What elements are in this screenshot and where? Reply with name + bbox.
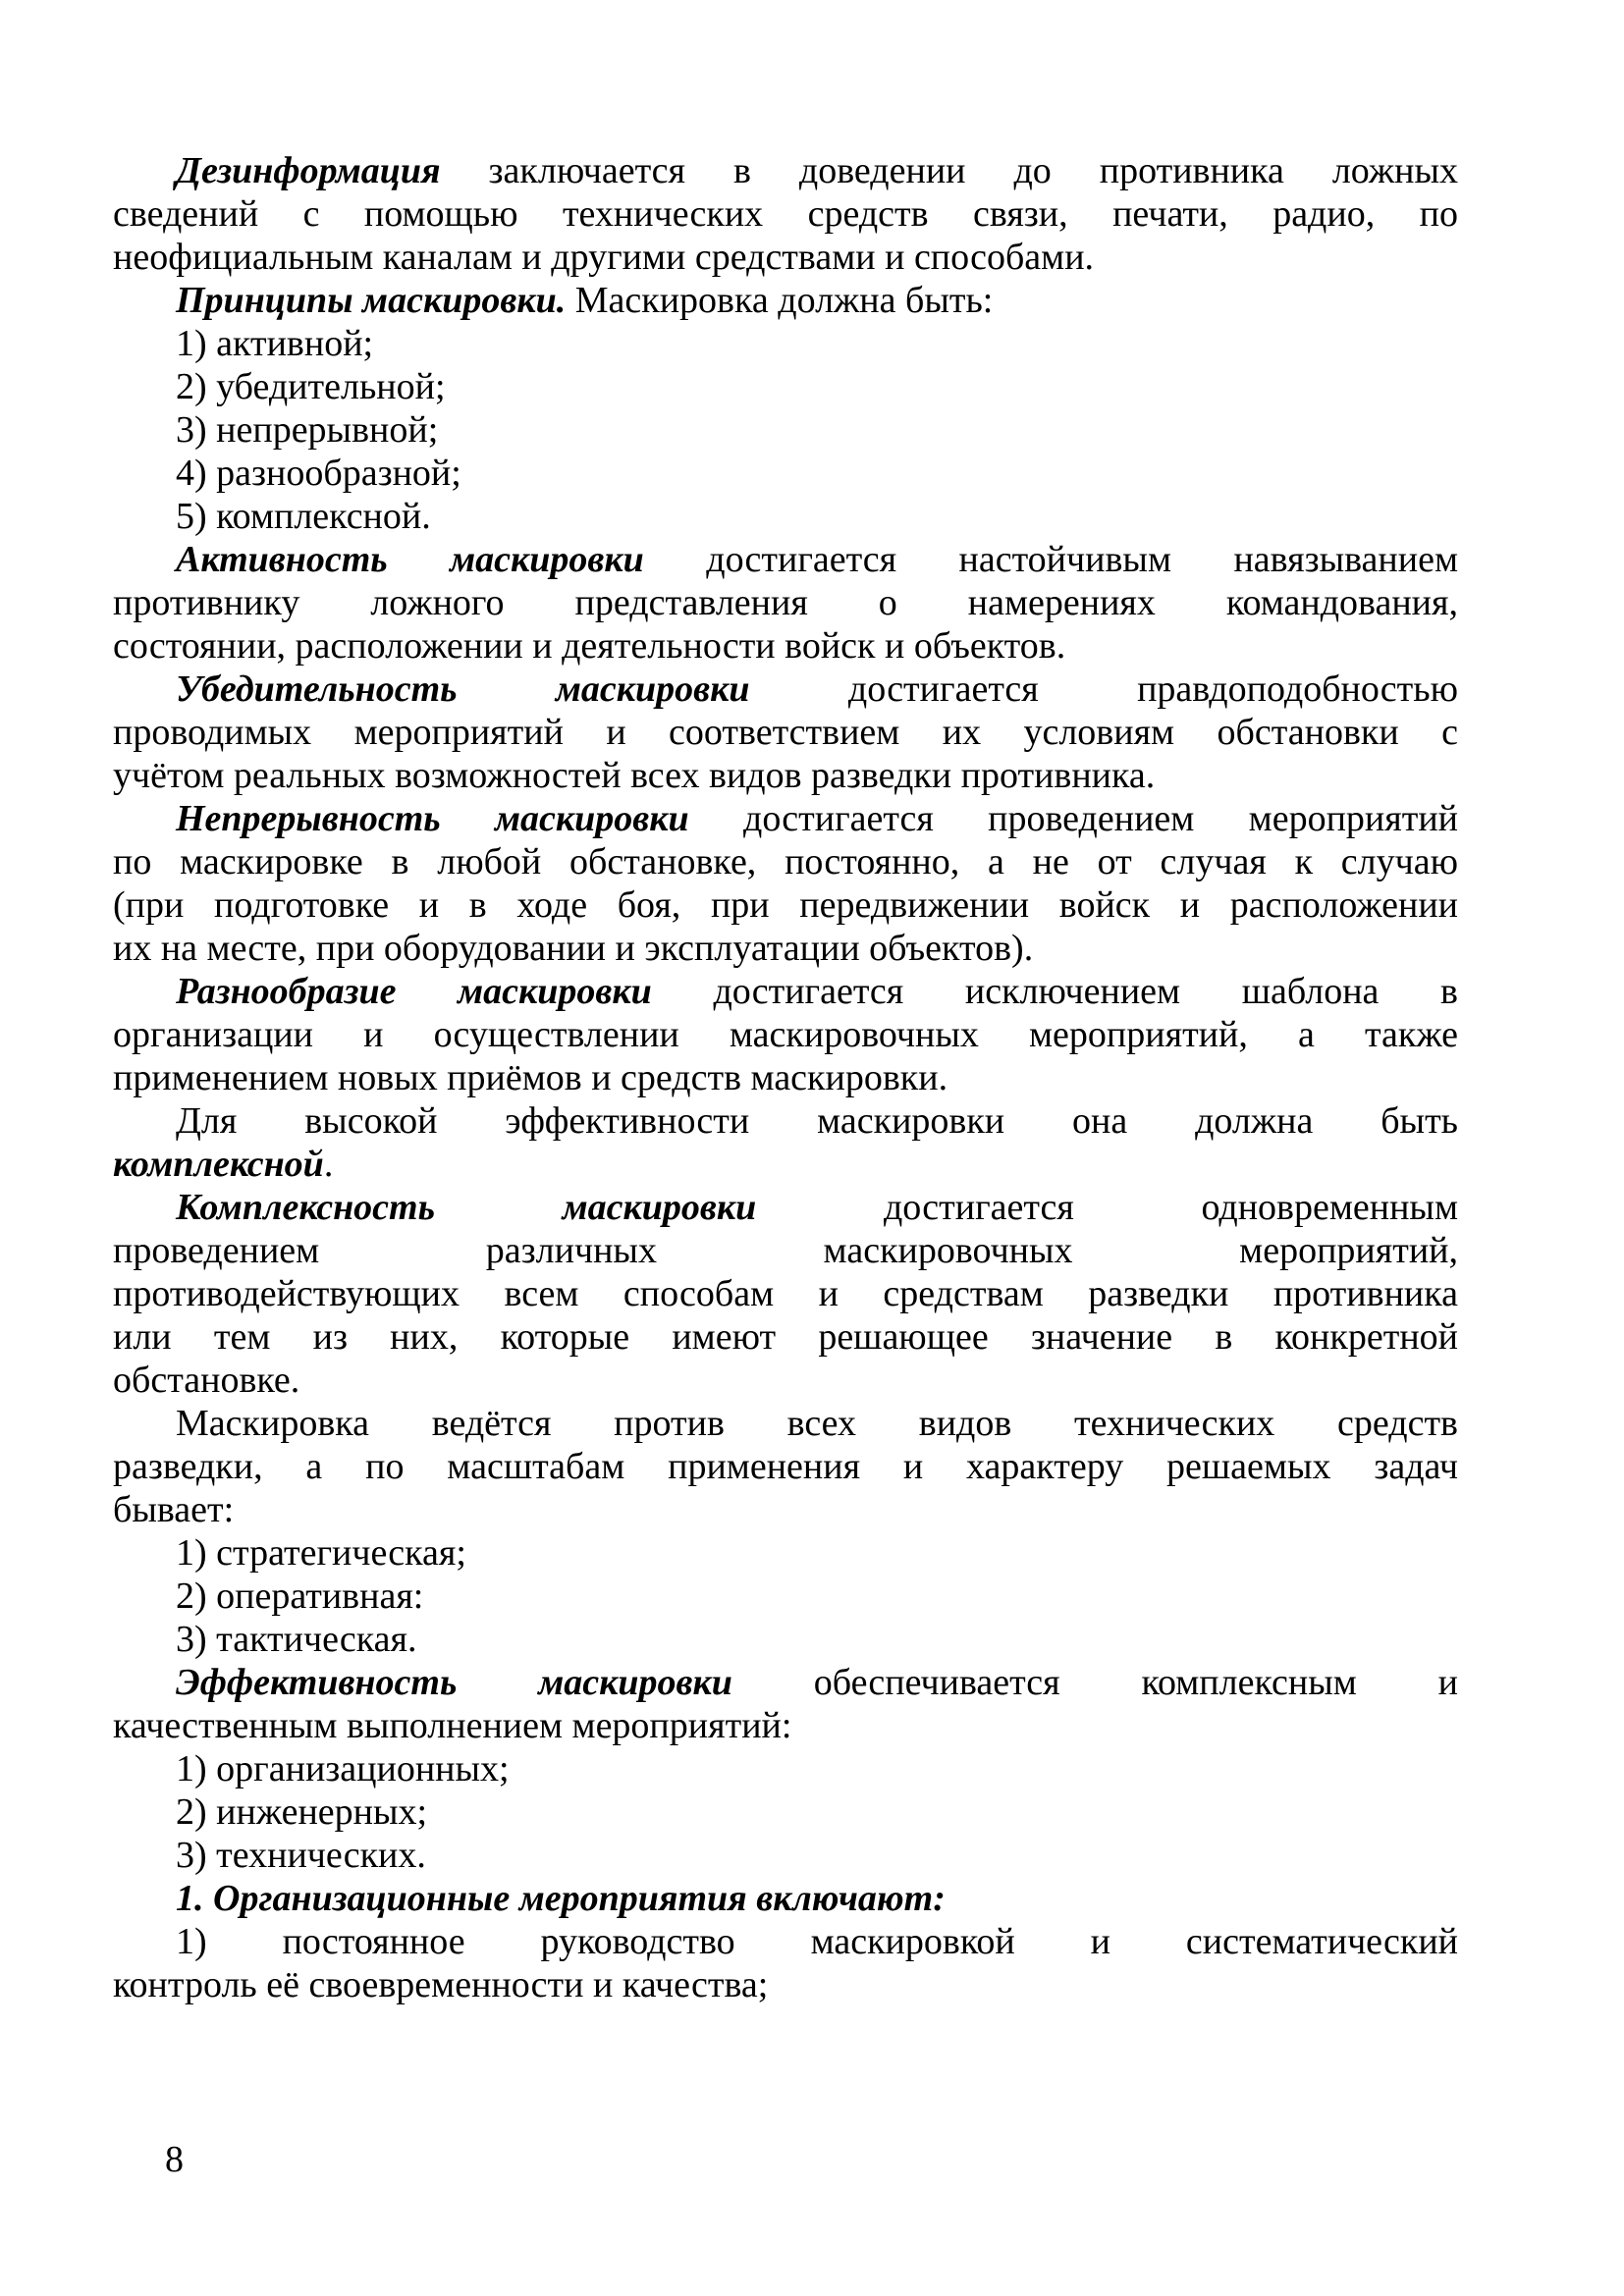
text-line: [113, 365, 1458, 408]
text-line: [113, 1315, 1458, 1359]
text-segment: достигается одновременным: [756, 1187, 1459, 1228]
text-segment: достигается исключением шаблона в: [651, 971, 1458, 1012]
text-line: [113, 624, 1458, 667]
text-line: [113, 1661, 1458, 1704]
text-segment: применением новых приёмов и средств маскировки.: [113, 1057, 948, 1098]
text-line: [113, 581, 1458, 624]
text-line: [113, 970, 1458, 1013]
text-segment: бывает:: [113, 1489, 235, 1530]
text-segment: обеспечивается комплексным и: [731, 1662, 1458, 1703]
text-line: [113, 1790, 1458, 1834]
emphasis-text: 1. Организационные мероприятия включают:: [176, 1878, 946, 1919]
emphasis-text: Дезинформация: [176, 150, 441, 191]
text-segment: качественным выполнением мероприятий:: [113, 1705, 792, 1746]
document-body: [113, 149, 1458, 2006]
text-segment: Для высокой эффективности маскировки она должна быть: [176, 1100, 1458, 1142]
text-line: [113, 1229, 1458, 1272]
text-line: [113, 711, 1458, 754]
text-line: [113, 1099, 1458, 1143]
text-line: [113, 452, 1458, 495]
text-line: [113, 279, 1458, 322]
text-line: [113, 1056, 1458, 1099]
text-segment: 3) тактическая.: [176, 1619, 417, 1660]
text-segment: (при подготовке и в ходе боя, при передвижении войск и расположении: [113, 884, 1458, 926]
text-line: [113, 840, 1458, 883]
text-line: [113, 1618, 1458, 1661]
text-line: [113, 1834, 1458, 1877]
text-line: [113, 754, 1458, 797]
text-line: [113, 1359, 1458, 1402]
text-line: [113, 667, 1458, 711]
text-segment: сведений с помощью технических средств связи, печати, радио, по: [113, 193, 1458, 235]
text-line: [113, 1575, 1458, 1618]
text-segment: проведением различных маскировочных мероприятий,: [113, 1230, 1458, 1271]
text-line: [113, 1963, 1458, 2006]
text-segment: противнику ложного представления о намерениях командования,: [113, 582, 1458, 623]
text-segment: 1) стратегическая;: [176, 1532, 466, 1574]
text-line: [113, 883, 1458, 927]
text-line: [113, 1186, 1458, 1229]
text-segment: разведки, а по масштабам применения и характеру решаемых задач: [113, 1446, 1458, 1487]
text-segment: 3) технических.: [176, 1835, 426, 1876]
text-segment: достигается проведением мероприятий: [688, 798, 1458, 839]
text-segment: учётом реальных возможностей всех видов разведки противника.: [113, 755, 1156, 796]
page-number: 8: [165, 2139, 184, 2180]
text-line: [113, 1013, 1458, 1056]
emphasis-text: Комплексность маскировки: [176, 1187, 757, 1228]
emphasis-text: Активность маскировки: [176, 539, 644, 580]
text-line: [113, 149, 1458, 192]
text-line: [113, 1272, 1458, 1315]
text-segment: контроль её своевременности и качества;: [113, 1964, 769, 2005]
emphasis-text: Принципы маскировки.: [176, 280, 567, 321]
text-line: [113, 1445, 1458, 1488]
text-segment: 4) разнообразной;: [176, 453, 461, 494]
text-segment: .: [323, 1144, 334, 1185]
text-segment: состоянии, расположении и деятельности войск и объектов.: [113, 625, 1066, 667]
text-segment: 5) комплексной.: [176, 496, 431, 537]
text-segment: 1) организационных;: [176, 1748, 510, 1789]
text-line: [113, 1143, 1458, 1186]
emphasis-text: комплексной: [113, 1144, 324, 1185]
text-line: [113, 1920, 1458, 1963]
text-segment: достигается правдоподобностью: [749, 668, 1458, 710]
text-line: [113, 495, 1458, 538]
text-line: [113, 408, 1458, 452]
text-line: [113, 1877, 1458, 1920]
emphasis-text: Непрерывность маскировки: [176, 798, 689, 839]
text-segment: организации и осуществлении маскировочных мероприятий, а также: [113, 1014, 1458, 1055]
emphasis-text: Убедительность маскировки: [176, 668, 750, 710]
text-line: [113, 192, 1458, 236]
text-segment: 1) постоянное руководство маскировкой и систематический: [176, 1921, 1458, 1962]
text-segment: Маскировка ведётся против всех видов технических средств: [176, 1403, 1458, 1444]
text-segment: 2) инженерных;: [176, 1791, 428, 1833]
text-segment: их на месте, при оборудовании и эксплуатации объектов).: [113, 928, 1034, 969]
text-segment: 1) активной;: [176, 323, 374, 364]
text-line: [113, 797, 1458, 840]
text-line: [113, 1488, 1458, 1531]
emphasis-text: Эффективность маскировки: [176, 1662, 732, 1703]
text-segment: или тем из них, которые имеют решающее значение в конкретной: [113, 1316, 1458, 1358]
text-segment: обстановке.: [113, 1360, 300, 1401]
text-line: [113, 1704, 1458, 1747]
text-segment: 3) непрерывной;: [176, 409, 439, 451]
text-segment: 2) убедительной;: [176, 366, 446, 407]
text-line: [113, 236, 1458, 279]
text-line: [113, 538, 1458, 581]
text-line: [113, 1402, 1458, 1445]
text-line: [113, 1747, 1458, 1790]
text-segment: 2) оперативная:: [176, 1575, 424, 1617]
text-segment: проводимых мероприятий и соответствием их условиям обстановки с: [113, 712, 1458, 753]
text-line: [113, 1531, 1458, 1575]
text-line: [113, 322, 1458, 365]
text-segment: заключается в доведении до противника ложных: [440, 150, 1458, 191]
text-segment: противодействующих всем способам и средствам разведки противника: [113, 1273, 1458, 1314]
text-segment: достигается настойчивым навязыванием: [643, 539, 1458, 580]
text-segment: по маскировке в любой обстановке, постоянно, а не от случая к случаю: [113, 841, 1458, 882]
text-segment: Маскировка должна быть:: [566, 280, 994, 321]
text-line: [113, 927, 1458, 970]
text-segment: неофициальным каналам и другими средствами и способами.: [113, 237, 1095, 278]
emphasis-text: Разнообразие маскировки: [176, 971, 652, 1012]
